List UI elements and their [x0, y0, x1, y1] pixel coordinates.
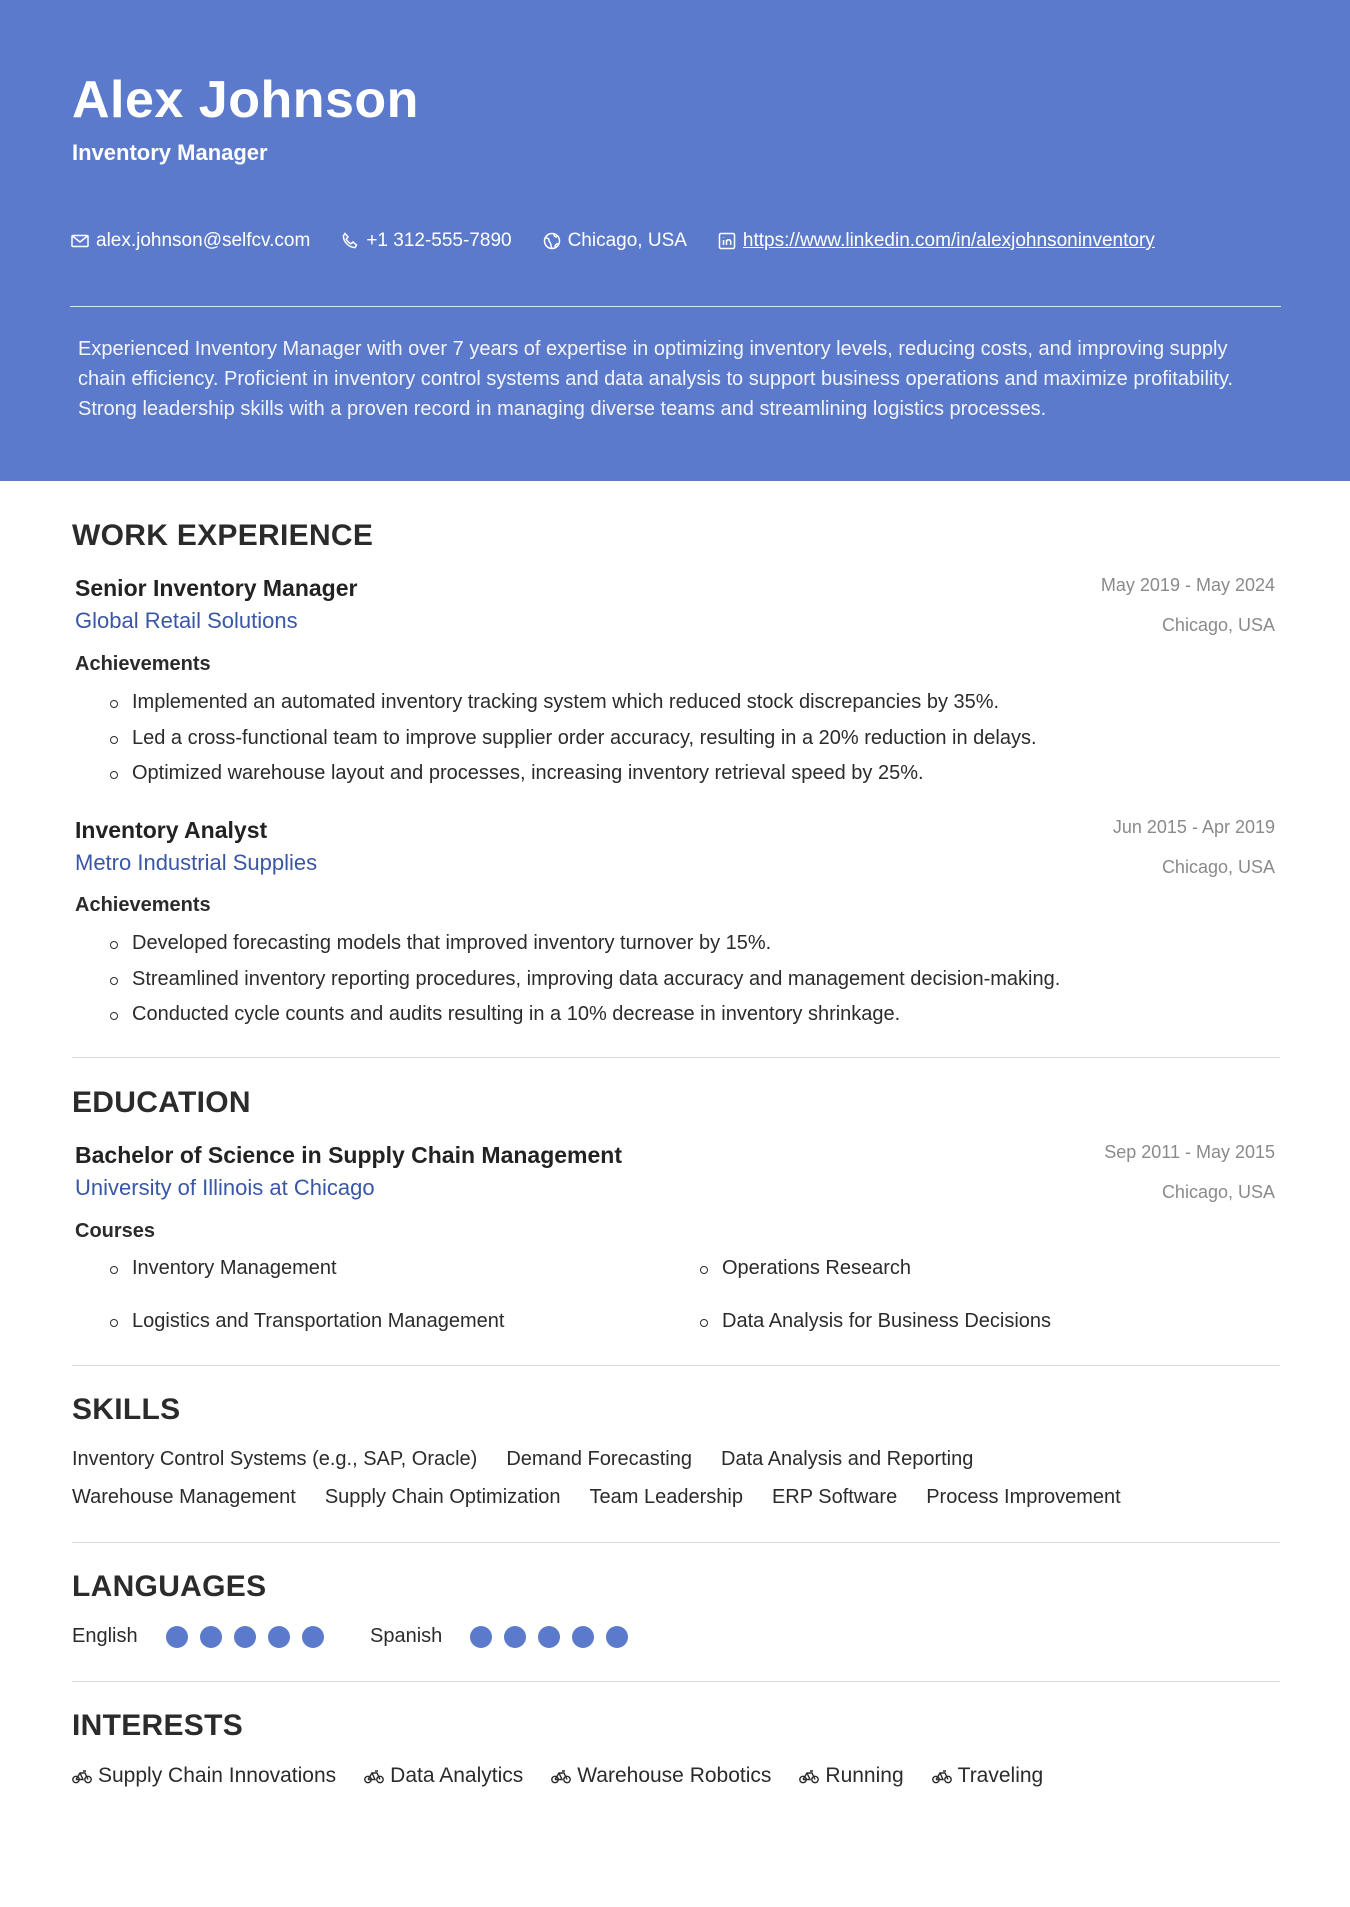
bicycle-icon	[799, 1768, 825, 1784]
section-divider	[72, 1365, 1280, 1366]
interest-label: Supply Chain Innovations	[98, 1764, 337, 1787]
list-item: Optimized warehouse layout and processes, increasing inventory retrieval speed by 25%.	[110, 756, 1037, 792]
proficiency-dot	[606, 1626, 628, 1648]
course-item: Operations Research	[700, 1257, 911, 1280]
interest-item	[551, 1764, 771, 1788]
interest-item	[932, 1764, 1044, 1788]
language-spanish	[370, 1625, 640, 1648]
bicycle-icon	[551, 1768, 577, 1784]
proficiency-dot	[268, 1626, 290, 1648]
language-english	[72, 1625, 336, 1648]
achievements-heading: Achievements	[75, 653, 211, 675]
interest-item	[799, 1764, 903, 1788]
interest-item	[364, 1764, 523, 1788]
achievements-heading: Achievements	[75, 894, 211, 916]
job-title: Inventory Analyst	[75, 817, 268, 843]
profile-summary: Experienced Inventory Manager with over 7 years of expertise in optimizing inventory levels, reducing costs, and improving supply chain efficiency. Proficient in inventory control systems and data analysis to support business operations and maximize profitability. Strong leadership skills with a proven record in managing diverse teams and streamlining logistics processes.	[78, 338, 1234, 420]
bicycle-icon	[932, 1768, 958, 1784]
interest-label: Data Analytics	[390, 1764, 524, 1787]
phone-icon	[340, 231, 360, 251]
skill-item: Demand Forecasting	[506, 1448, 692, 1470]
proficiency-dot	[234, 1626, 256, 1648]
proficiency-dots	[166, 1626, 336, 1648]
course-item: Inventory Management	[110, 1257, 337, 1280]
job-location: Chicago, USA	[1161, 857, 1275, 877]
contact-linkedin[interactable]	[717, 230, 1155, 252]
list-item: Led a cross-functional team to improve supplier order accuracy, resulting in a 20% reduction in delays.	[110, 721, 1037, 757]
job-dates: May 2019 - May 2024	[1100, 575, 1275, 595]
proficiency-dot	[200, 1626, 222, 1648]
skills-row	[72, 1486, 1150, 1509]
degree-title: Bachelor of Science in Supply Chain Management	[75, 1142, 623, 1168]
linkedin-icon	[717, 231, 737, 251]
section-divider	[72, 1057, 1280, 1058]
location-text: Chicago, USA	[567, 230, 687, 251]
interest-label: Warehouse Robotics	[577, 1764, 772, 1787]
interests-section-title: INTERESTS	[72, 1709, 244, 1742]
bicycle-icon	[364, 1768, 390, 1784]
course-item: Data Analysis for Business Decisions	[700, 1310, 1051, 1333]
proficiency-dot	[166, 1626, 188, 1648]
skill-item: Data Analysis and Reporting	[721, 1448, 974, 1470]
list-item: Streamlined inventory reporting procedures, improving data accuracy and management decision-making.	[110, 962, 1060, 998]
skill-item: Supply Chain Optimization	[324, 1486, 561, 1508]
skill-item: Inventory Control Systems (e.g., SAP, Oracle)	[72, 1448, 478, 1470]
courses-heading: Courses	[75, 1220, 156, 1242]
language-name: English	[72, 1625, 138, 1647]
linkedin-link[interactable]: https://www.linkedin.com/in/alexjohnsoninventory	[742, 230, 1155, 251]
interest-item	[72, 1764, 336, 1788]
proficiency-dot	[504, 1626, 526, 1648]
job-company: Global Retail Solutions	[75, 608, 298, 633]
proficiency-dot	[470, 1626, 492, 1648]
globe-icon	[542, 231, 562, 251]
job-dates: Jun 2015 - Apr 2019	[1112, 817, 1275, 837]
list-item: Developed forecasting models that improved inventory turnover by 15%.	[110, 926, 1060, 962]
contact-phone[interactable]	[340, 230, 511, 252]
skills-row	[72, 1448, 1002, 1471]
interests-row	[72, 1764, 1071, 1788]
skills-section-title: SKILLS	[72, 1393, 181, 1426]
contact-location	[542, 230, 687, 252]
school-name: University of Illinois at Chicago	[75, 1175, 375, 1200]
phone-text: +1 312-555-7890	[366, 230, 512, 251]
job-company: Metro Industrial Supplies	[75, 850, 318, 875]
contact-email[interactable]	[70, 230, 310, 252]
language-name: Spanish	[370, 1625, 443, 1647]
job-location: Chicago, USA	[1161, 615, 1275, 635]
resume-header	[0, 0, 1350, 481]
section-divider	[72, 1681, 1280, 1682]
mail-icon	[70, 231, 90, 251]
languages-section-title: LANGUAGES	[72, 1570, 267, 1603]
list-item: Implemented an automated inventory tracking system which reduced stock discrepancies by 35%.	[110, 685, 1037, 721]
proficiency-dot	[538, 1626, 560, 1648]
list-item: Conducted cycle counts and audits resulting in a 10% decrease in inventory shrinkage.	[110, 997, 1060, 1033]
skill-item: Process Improvement	[926, 1486, 1121, 1508]
contact-bar	[70, 230, 1185, 252]
job-title: Senior Inventory Manager	[75, 575, 358, 601]
proficiency-dots	[470, 1626, 640, 1648]
achievements-list	[110, 685, 1037, 792]
skill-item: Warehouse Management	[72, 1486, 296, 1508]
interest-label: Running	[825, 1764, 904, 1787]
education-location: Chicago, USA	[1161, 1182, 1275, 1202]
candidate-name: Alex Johnson	[72, 71, 419, 129]
course-item: Logistics and Transportation Management	[110, 1310, 504, 1333]
work-section-title: WORK EXPERIENCE	[72, 519, 374, 552]
candidate-role: Inventory Manager	[72, 140, 268, 165]
bicycle-icon	[72, 1768, 98, 1784]
interest-label: Traveling	[957, 1764, 1044, 1787]
proficiency-dot	[302, 1626, 324, 1648]
achievements-list	[110, 926, 1060, 1033]
proficiency-dot	[572, 1626, 594, 1648]
email-text: alex.johnson@selfcv.com	[96, 230, 311, 251]
skill-item: ERP Software	[771, 1486, 898, 1508]
header-divider	[70, 306, 1281, 307]
skill-item: Team Leadership	[589, 1486, 743, 1508]
education-dates: Sep 2011 - May 2015	[1104, 1142, 1275, 1162]
education-section-title: EDUCATION	[72, 1086, 251, 1119]
section-divider	[72, 1542, 1280, 1543]
